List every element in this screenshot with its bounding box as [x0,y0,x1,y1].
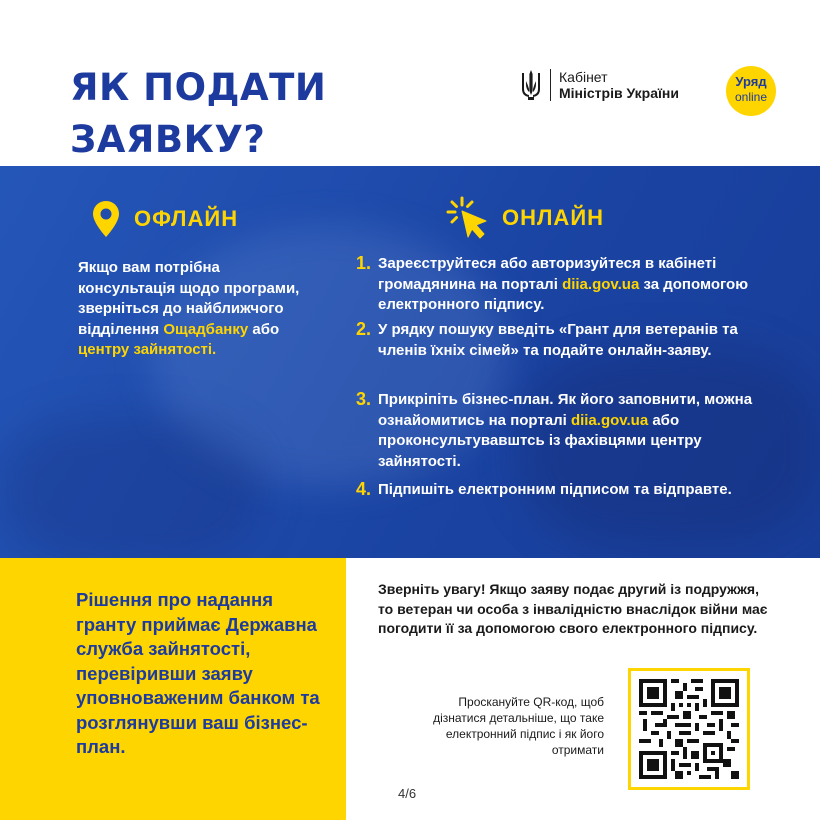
diia-link[interactable]: diia.gov.ua [562,275,640,293]
page-title: ЯК ПОДАТИ ЗАЯВКУ? [70,66,327,161]
header [0,0,820,166]
offline-label: ОФЛАЙН [134,206,239,231]
step-text: Прикріпіть бізнес-план. Як його заповнити, можна ознайомитись на порталі [378,391,753,429]
cabinet-line1: Кабінет [559,69,608,85]
step-text-after: або проконсультувавштсь із фахівцями центру зайнятості. [378,411,702,470]
cabinet-name [559,69,679,101]
background-photo-overlay [0,416,260,558]
offline-text: Якщо вам потрібна консультація щодо програми, зверніться до найближчого відділення [78,259,300,338]
cursor-click-icon [446,196,490,240]
list-item [356,390,786,480]
online-label: ОНЛАЙН [502,205,605,230]
page-number: 4/6 [398,786,417,801]
uriad-line2: online [734,90,768,104]
step-number: 3. [356,389,372,409]
cabinet-logo [520,68,679,102]
logo-divider [550,69,551,101]
offline-heading [92,200,238,238]
trident-icon [520,69,542,101]
online-heading [446,196,604,240]
uriad-online-logo [726,66,776,116]
online-steps [356,254,786,501]
list-item [356,320,786,390]
step-number: 1. [356,253,372,273]
step-number: 2. [356,319,372,339]
cabinet-line2: Міністрів України [559,85,679,101]
step-text-after: за допомогою електронного підпису. [378,275,749,313]
qr-code[interactable] [628,668,750,790]
list-item [356,254,786,320]
offline-description [78,258,318,361]
offline-text-connector: або [248,320,280,338]
diia-link[interactable]: diia.gov.ua [570,411,649,429]
attention-note: Зверніть увагу! Якщо заяву подає другий із подружжя, то ветеран чи особа з інвалідністю внаслідок війни має погодити її за допомогою свого електронного підпису. [378,581,768,636]
qr-code-icon [639,679,739,779]
employment-center: центру зайнятості. [78,341,217,358]
bank-name: Ощадбанку [163,320,249,338]
step-text: Зареєструйтеся або авторизуйтеся в кабінеті громадянина на порталі [378,255,717,293]
step-text: Підпишіть електронним підписом та відправте. [378,481,732,498]
location-pin-icon [92,200,120,238]
list-item [356,480,786,501]
decision-text: Рішення про надання гранту приймає Державна служба зайнятості, перевіривши заяву уповноваженим банком та розглянувши ваш бізнес-план. [76,589,320,757]
qr-caption: Проскануйте QR-код, щоб дізнатися детальніше, що таке електронний підпис і як його отримати [433,695,604,757]
step-text: У рядку пошуку введіть «Грант для ветеранів та членів їхніх сімей» та подайте онлайн-заяву. [378,321,738,359]
decision-panel [0,558,346,820]
uriad-line1: Уряд [735,74,767,89]
step-number: 4. [356,479,372,499]
instructions-panel [0,166,820,558]
